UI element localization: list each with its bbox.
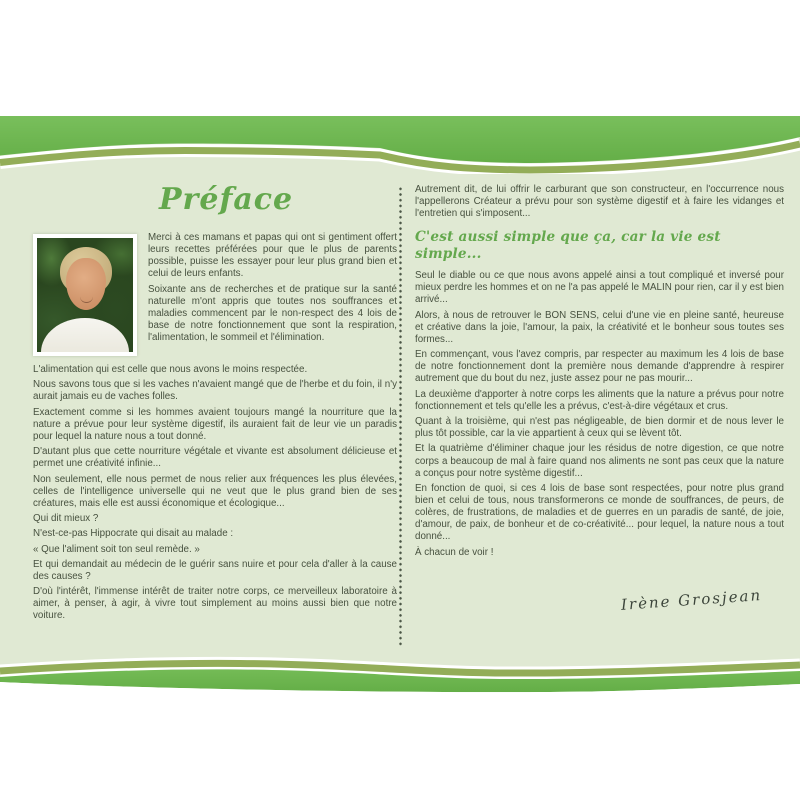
- paragraph: Et qui demandait au médecin de le guérir sans nuire et pour cela d'aller à la cause des causes ?: [33, 558, 397, 582]
- portrait-garment: [41, 318, 129, 352]
- paragraph: Autrement dit, de lui offrir le carburant que son constructeur, en l'occurrence nous l'appellerons Créateur a prévu pour son système digestif et à faire les vidanges et l'entretien qui s'imposent...: [415, 184, 784, 220]
- page-title: Préface: [159, 182, 294, 217]
- author-signature: Irène Grosjean: [620, 585, 763, 614]
- closing-line: À chacun de voir !: [415, 546, 494, 558]
- paragraph: Quant à la troisième, qui n'est pas négligeable, de bien dormir et de nous lever le plus tôt possible, car la vie appartient à ceux qui se lèvent tôt.: [415, 416, 784, 440]
- paragraph: En commençant, vous l'avez compris, par respecter au maximum les 4 lois de base de notre fonctionnement dont la première nous demande d'apprendre à respirer autrement que du bout du nez, juste assez pour ne pas mourir...: [415, 349, 784, 385]
- paragraph: Alors, à nous de retrouver le BON SENS, celui d'une vie en pleine santé, heureuse et créative dans la joie, l'amour, la paix, la créativité et le bonheur sous toutes ses formes...: [415, 309, 784, 345]
- paragraph: En fonction de quoi, si ces 4 lois de base sont respectées, pour notre plus grand bien et celui de tous, nous transformerons ce monde de souffrances, de peurs, de colères, de frustrations, de maladies et de guerres en un paradis de santé, de joie, d'amour, de paix, de bonheur et de co-créativité... pour lequel, la nature nous a tout donné...: [415, 482, 784, 543]
- top-wave-decoration: [0, 110, 800, 174]
- paragraph: N'est-ce-pas Hippocrate qui disait au malade :: [33, 528, 234, 540]
- paragraph: Seul le diable ou ce que nous avons appelé ainsi a tout compliqué et inversé pour mieux perdre les hommes et on ne l'a pas appelé le MALIN pour rien, car il y est bien arrivé...: [415, 270, 784, 306]
- paragraph: Nous savons tous que si les vaches n'avaient mangé que de l'herbe et du foin, il n'y aurait jamais eu de vaches folles.: [33, 379, 397, 403]
- paragraph: Et la quatrième d'éliminer chaque jour les résidus de notre digestion, ce que notre corps a beaucoup de mal à faire quand nos aliments ne sont pas ceux que la nature a conçus pour notre système digestif...: [415, 443, 784, 479]
- paragraph: L'alimentation qui est celle que nous avons le moins respectée.: [33, 364, 308, 375]
- paragraph: Merci à ces mamans et papas qui ont si gentiment offert leurs recettes préférées pour que le plus de parents possible, puisse les essayer pour leur plus grand bien et celui de leurs enfants.: [148, 232, 397, 280]
- paragraph: Soixante ans de recherches et de pratique sur la santé naturelle m'ont appris que toutes nos souffrances et maladies commencent par le non-respect des 4 lois de base de notre fonctionnement que sont la respiration, l'alimentation, le sommeil et l'élimination.: [148, 283, 397, 343]
- paragraph: D'où l'intérêt, l'immense intérêt de traiter notre corps, ce merveilleux laboratoire à aimer, à penser, à agir, à vivre tout simplement au moins aussi bien que notre voiture.: [33, 586, 397, 622]
- paragraph: Exactement comme si les hommes avaient toujours mangé la nourriture que la nature a prévue pour leur système digestif, ils auraient fait de leur vie un paradis pour lequel la nature nous a tout donné.: [33, 406, 397, 442]
- right-column: [415, 184, 784, 614]
- paragraph: D'autant plus que cette nourriture végétale et vivante est absolument délicieuse et permet une créativité infinie...: [33, 446, 397, 470]
- paragraph: Non seulement, elle nous permet de nous relier aux fréquences les plus élevées, celles de l'intelligence universelle qui ne veut que le plus grand bien de ses créatures, mais elle est aussi économique et écologique...: [33, 473, 397, 509]
- paragraph: « Que l'aliment soit ton seul remède. »: [33, 543, 200, 555]
- left-column: [33, 182, 397, 626]
- portrait-photo-image: [37, 238, 133, 352]
- paragraph: La deuxième d'apporter à notre corps les aliments que la nature a prévus pour notre fonctionnement et tels qu'elle les a prévus, c'est-à-dire végétaux et crus.: [415, 388, 784, 412]
- paragraph: Qui dit mieux ?: [33, 512, 99, 524]
- column-divider-dotted-line: [398, 186, 403, 648]
- bottom-wave-decoration: [0, 648, 800, 730]
- portrait-photo: [33, 234, 137, 356]
- section-heading: C'est aussi simple que ça, car la vie est simple...: [415, 229, 721, 263]
